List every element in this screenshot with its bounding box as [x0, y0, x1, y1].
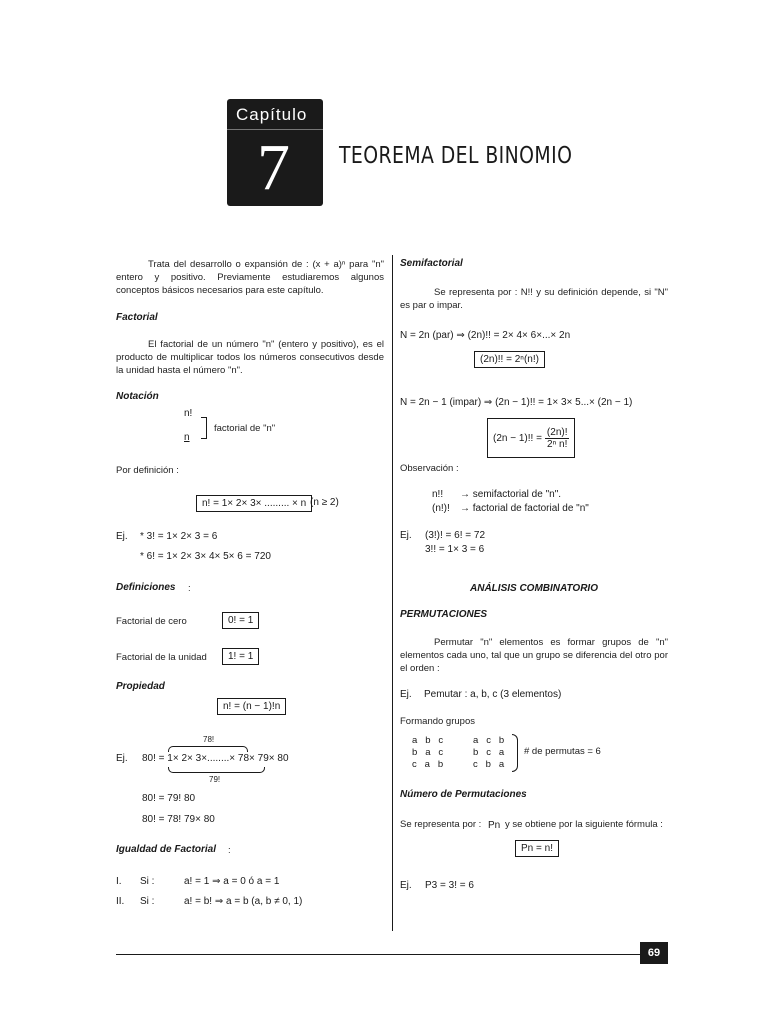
chapter-number: 7	[257, 131, 290, 204]
igualdad-1-number: I.	[116, 876, 122, 887]
igualdad-colon: :	[228, 845, 231, 856]
example3-line2: 80! = 79! 80	[142, 793, 196, 804]
example-6-factorial: * 6! = 1× 2× 3× 4× 5× 6 = 720	[140, 551, 271, 562]
pn-formula-box: Pn = n!	[515, 840, 559, 857]
igualdad-2-number: II.	[116, 896, 125, 907]
semifactorial-impar: N = 2n − 1 (impar) ⇒ (2n − 1)!! = 1× 3× 5...× (2n − 1)	[400, 397, 633, 408]
permutaciones-text: Permutar "n" elementos es formar grupos de "n" elementos cada uno, tal que un grupo se diferencia del otro por el orden :	[400, 637, 668, 674]
semifactorial-example-1: (3!)! = 6! = 72	[425, 530, 486, 541]
factorial-cero-box: 0! = 1	[222, 612, 259, 629]
semifactorial-example-2: 3!! = 1× 3 = 6	[425, 544, 485, 555]
definiciones-heading: Definiciones	[116, 582, 176, 593]
semifactorial-text: Se representa por : N!! y su definición depende, si "N" es par o impar.	[400, 287, 668, 311]
example-3-factorial: * 3! = 1× 2× 3 = 6	[140, 531, 218, 542]
semifactorial-example-label: Ej.	[400, 530, 412, 541]
example3-bottom-brace	[168, 767, 265, 773]
factorial-unidad-box: 1! = 1	[222, 648, 259, 665]
example3-line3: 80! = 78! 79× 80	[142, 814, 215, 825]
groups-brace	[512, 734, 518, 772]
example-label: Ej.	[116, 531, 128, 542]
se-obtiene-label: y se obtiene por la siguiente fórmula :	[505, 819, 663, 830]
group-right-1: a c b	[473, 735, 505, 746]
column-divider	[392, 255, 393, 931]
notation-n-factorial: n!	[184, 408, 193, 419]
permutaciones-heading: PERMUTACIONES	[400, 609, 488, 620]
permutar-example: Pemutar : a, b, c (3 elementos)	[424, 689, 562, 700]
factorial-heading: Factorial	[116, 312, 158, 323]
semifactorial-impar-box	[487, 418, 575, 458]
intro-paragraph: Trata del desarrollo o expansión de : (x + a)ⁿ para "n" entero y positivo. Previamente estudiaremos algunos conceptos básicos necesarios para este capítulo.	[116, 259, 384, 296]
groups-count: # de permutas = 6	[524, 746, 601, 757]
example3-top-label: 78!	[203, 735, 215, 744]
impar-box-left: (2n − 1)!! =	[493, 432, 542, 444]
impar-fraction-denominator: 2ⁿ n!	[547, 438, 568, 450]
example3-label: Ej.	[116, 753, 128, 764]
observacion-2-right: → factorial de factorial de "n"	[460, 503, 589, 514]
factorial-cero-label: Factorial de cero	[116, 616, 187, 627]
igualdad-1-expression: a! = 1 ⇒ a = 0 ó a = 1	[184, 876, 280, 887]
numero-permutaciones-heading: Número de Permutaciones	[400, 789, 527, 800]
formando-grupos: Formando grupos	[400, 716, 475, 727]
definiciones-colon: :	[188, 583, 191, 594]
page-number: 69	[647, 947, 661, 959]
p3-example-label: Ej.	[400, 880, 412, 891]
definition-label: Por definición :	[116, 465, 179, 476]
notation-bracket	[201, 417, 207, 439]
observacion-1-right: → semifactorial de "n".	[460, 489, 562, 500]
observacion-label: Observación :	[400, 463, 459, 474]
p3-example: P3 = 3! = 6	[425, 880, 474, 891]
example3-bottom-label: 79!	[209, 775, 221, 784]
group-right-3: c b a	[473, 759, 505, 770]
igualdad-heading: Igualdad de Factorial	[116, 844, 217, 855]
observacion-2-left: (n!)!	[432, 503, 450, 514]
semifactorial-par: N = 2n (par) ⇒ (2n)!! = 2× 4× 6×...× 2n	[400, 330, 571, 341]
propiedad-heading: Propiedad	[116, 681, 165, 692]
definition-formula-box: n! = 1× 2× 3× ......... × n	[196, 495, 312, 512]
group-left-3: c a b	[412, 759, 444, 770]
group-left-2: b a c	[412, 747, 444, 758]
semifactorial-heading: Semifactorial	[400, 258, 463, 269]
chapter-label: Capítulo	[236, 105, 308, 124]
combinatorio-heading: ANÁLISIS COMBINATORIO	[470, 583, 598, 594]
definition-condition: (n ≥ 2)	[310, 497, 339, 508]
factorial-definition: El factorial de un número "n" (entero y positivo), es el producto de multiplicar todos los números consecutivos desde la unidad hasta el número "n".	[116, 339, 384, 376]
igualdad-2-expression: a! = b! ⇒ a = b (a, b ≠ 0, 1)	[184, 896, 303, 907]
impar-fraction-numerator: (2n)!	[546, 426, 568, 438]
page-number-badge	[640, 942, 668, 964]
group-left-1: a b c	[412, 735, 444, 746]
impar-box-fraction	[545, 427, 570, 450]
example3-top-brace	[168, 746, 248, 752]
notation-label: factorial de "n"	[214, 423, 276, 434]
factorial-unidad-label: Factorial de la unidad	[116, 652, 207, 663]
notation-n-underlined: n	[184, 432, 190, 443]
propiedad-box: n! = (n − 1)!n	[217, 698, 286, 715]
notacion-heading: Notación	[116, 391, 159, 402]
observacion-1-left: n!!	[432, 489, 444, 500]
igualdad-2-si: Si :	[140, 896, 155, 907]
se-representa-label: Se representa por :	[400, 819, 482, 830]
example3-main: 80! = 1× 2× 3×........× 78× 79× 80	[142, 753, 289, 764]
igualdad-1-si: Si :	[140, 876, 155, 887]
chapter-divider	[227, 129, 323, 130]
pn-symbol: Pn	[488, 820, 501, 831]
chapter-badge	[227, 99, 323, 206]
group-right-2: b c a	[473, 747, 505, 758]
chapter-title: TEOREMA DEL BINOMIO	[339, 143, 573, 169]
semifactorial-par-box: (2n)!! = 2ⁿ(n!)	[474, 351, 545, 368]
permutar-example-label: Ej.	[400, 689, 412, 700]
footer-rule	[116, 954, 640, 955]
